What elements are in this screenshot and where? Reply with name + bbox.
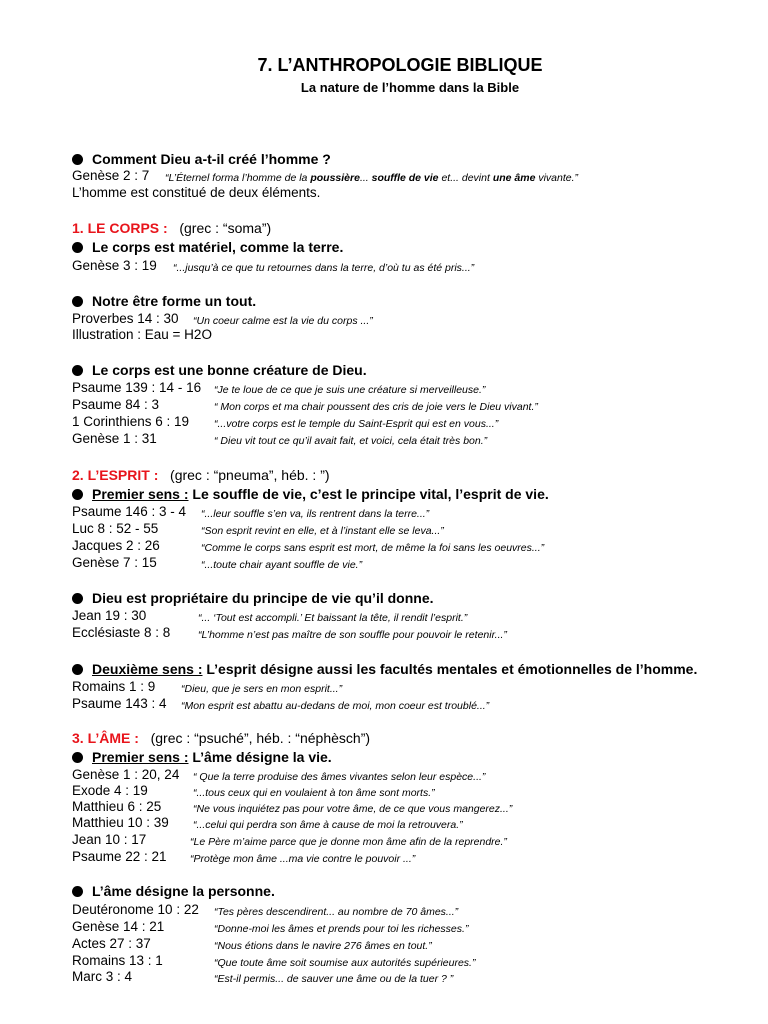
verse-ref: Ecclésiaste 8 : 8 (72, 625, 171, 640)
verse-row (72, 919, 469, 935)
verse-ref: Romains 1 : 9 (72, 679, 156, 694)
verse-row (72, 696, 490, 712)
section-heading-corps: 1. LE CORPS : (grec : “soma”) (72, 220, 272, 236)
illustration-text: Illustration : Eau = H2O (72, 327, 212, 342)
bullet-icon (72, 886, 83, 897)
sense-heading: Deuxième sens : L’esprit désigne aussi les facultés mentales et émotionnelles de l’homme. (72, 661, 697, 677)
bullet-icon (72, 242, 83, 253)
verse-row (72, 799, 513, 815)
intro-verse-row (72, 168, 579, 184)
verse-row (72, 679, 343, 695)
verse-quote: “ Mon corps et ma chair poussent des cris de joie vers le Dieu vivant.” (214, 401, 538, 413)
verse-quote: “Je te loue de ce que je suis une créature si merveilleuse.” (214, 384, 486, 396)
verse-quote: “Dieu, que je sers en mon esprit...” (181, 683, 343, 695)
verse-quote: “Que toute âme soit soumise aux autorités supérieures.” (214, 957, 476, 969)
verse-quote: “...celui qui perdra son âme à cause de moi la retrouvera.” (193, 819, 463, 831)
verse-row (72, 258, 475, 274)
verse-ref: Genèse 2 : 7 (72, 168, 150, 183)
verse-row (72, 414, 499, 430)
verse-quote: “Tes pères descendirent... au nombre de 70 âmes...” (214, 906, 459, 918)
verse-row (72, 902, 459, 918)
verse-row (72, 953, 476, 969)
verse-ref: Psaume 22 : 21 (72, 849, 167, 864)
section-heading-ame: 3. L’ÂME : (grec : “psuché”, héb. : “néphèsch”) (72, 730, 371, 746)
verse-quote: “...tous ceux qui en voulaient à ton âme sont morts.” (193, 787, 435, 799)
point-heading: Le corps est une bonne créature de Dieu. (72, 362, 367, 378)
verse-ref: Proverbes 14 : 30 (72, 311, 179, 326)
verse-row (72, 936, 432, 952)
verse-row (72, 832, 507, 848)
verse-quote: “Le Père m’aime parce que je donne mon âme afin de la reprendre.” (190, 836, 507, 848)
point-heading: Le corps est matériel, comme la terre. (72, 239, 343, 255)
verse-row (72, 625, 507, 641)
verse-row (72, 538, 545, 554)
verse-ref: 1 Corinthiens 6 : 19 (72, 414, 190, 429)
point-heading: Notre être forme un tout. (72, 293, 256, 309)
page-subtitle: La nature de l’homme dans la Bible (300, 80, 520, 95)
verse-ref: Exode 4 : 19 (72, 783, 148, 798)
verse-row (72, 849, 416, 865)
verse-ref: Matthieu 6 : 25 (72, 799, 162, 814)
section-heading-esprit: 2. L’ESPRIT : (grec : “pneuma”, héb. : ”) (72, 467, 330, 483)
verse-ref: Psaume 139 : 14 - 16 (72, 380, 202, 395)
verse-quote: “...votre corps est le temple du Saint-Esprit qui est en vous...” (214, 418, 499, 430)
verse-row (72, 380, 486, 396)
verse-ref: Romains 13 : 1 (72, 953, 163, 968)
intro-question: Comment Dieu a-t-il créé l’homme ? (72, 151, 331, 167)
verse-quote: “...toute chair ayant souffle de vie.” (201, 559, 363, 571)
verse-quote: “ Que la terre produise des âmes vivantes selon leur espèce...” (193, 771, 486, 783)
verse-ref: Jacques 2 : 26 (72, 538, 160, 553)
page-title: 7. L’ANTHROPOLOGIE BIBLIQUE (257, 55, 543, 75)
verse-ref: Jean 19 : 30 (72, 608, 147, 623)
point-heading: L’âme désigne la personne. (72, 883, 275, 899)
verse-quote: “Nous étions dans le navire 276 âmes en tout.” (214, 940, 432, 952)
verse-quote: “Son esprit revint en elle, et à l’instant elle se leva...” (201, 525, 444, 537)
bullet-icon (72, 664, 83, 675)
verse-row (72, 555, 363, 571)
verse-quote: “...jusqu’à ce que tu retournes dans la terre, d’où tu as été pris...” (173, 262, 475, 274)
verse-ref: Psaume 84 : 3 (72, 397, 160, 412)
verse-ref: Marc 3 : 4 (72, 969, 133, 984)
verse-quote: “Un coeur calme est la vie du corps ...” (193, 315, 373, 327)
bullet-icon (72, 154, 83, 165)
verse-ref: Genèse 7 : 15 (72, 555, 157, 570)
verse-quote: “L’homme n’est pas maître de son souffle pour pouvoir le retenir...” (198, 629, 507, 641)
verse-row (72, 608, 468, 624)
verse-ref: Genèse 14 : 21 (72, 919, 165, 934)
verse-ref: Psaume 146 : 3 - 4 (72, 504, 187, 519)
verse-quote: “Mon esprit est abattu au-dedans de moi, mon coeur est troublé...” (181, 700, 490, 712)
verse-ref: Psaume 143 : 4 (72, 696, 167, 711)
verse-quote: “Protège mon âme ...ma vie contre le pouvoir ...” (190, 853, 416, 865)
verse-quote: “... ‘Tout est accompli.’ Et baissant la tête, il rendit l’esprit.” (198, 612, 468, 624)
bullet-icon (72, 593, 83, 604)
verse-quote: “Donne-moi les âmes et prends pour toi les richesses.” (214, 923, 469, 935)
verse-quote: “L’Éternel forma l’homme de la poussière... souffle de vie et... devint une âme vivante.” (165, 172, 579, 184)
verse-ref: Matthieu 10 : 39 (72, 815, 169, 830)
intro-statement: L’homme est constitué de deux éléments. (72, 185, 321, 200)
verse-row (72, 521, 444, 537)
verse-row (72, 504, 430, 520)
verse-row (72, 397, 538, 413)
verse-quote: “Ne vous inquiétez pas pour votre âme, de ce que vous mangerez...” (193, 803, 513, 815)
verse-ref: Jean 10 : 17 (72, 832, 147, 847)
bullet-icon (72, 296, 83, 307)
verse-row (72, 767, 486, 783)
verse-ref: Deutéronome 10 : 22 (72, 902, 199, 917)
verse-ref: Genèse 3 : 19 (72, 258, 157, 273)
verse-ref: Genèse 1 : 31 (72, 431, 157, 446)
bullet-icon (72, 752, 83, 763)
verse-row (72, 311, 373, 327)
verse-quote: “Est-il permis... de sauver une âme ou de la tuer ? ” (214, 973, 454, 985)
verse-row (72, 783, 435, 799)
verse-row (72, 431, 488, 447)
verse-row (72, 969, 454, 985)
point-heading: Dieu est propriétaire du principe de vie qu’il donne. (72, 590, 434, 606)
verse-quote: “ Dieu vit tout ce qu’il avait fait, et voici, cela était très bon.” (214, 435, 488, 447)
sense-heading: Premier sens : L’âme désigne la vie. (72, 749, 332, 765)
bullet-icon (72, 489, 83, 500)
verse-quote: “Comme le corps sans esprit est mort, de même la foi sans les oeuvres...” (201, 542, 545, 554)
verse-ref: Actes 27 : 37 (72, 936, 151, 951)
verse-ref: Genèse 1 : 20, 24 (72, 767, 180, 782)
verse-row (72, 815, 463, 831)
sense-heading: Premier sens : Le souffle de vie, c’est le principe vital, l’esprit de vie. (72, 486, 549, 502)
verse-quote: “...leur souffle s’en va, ils rentrent dans la terre...” (201, 508, 430, 520)
bullet-icon (72, 365, 83, 376)
verse-ref: Luc 8 : 52 - 55 (72, 521, 159, 536)
